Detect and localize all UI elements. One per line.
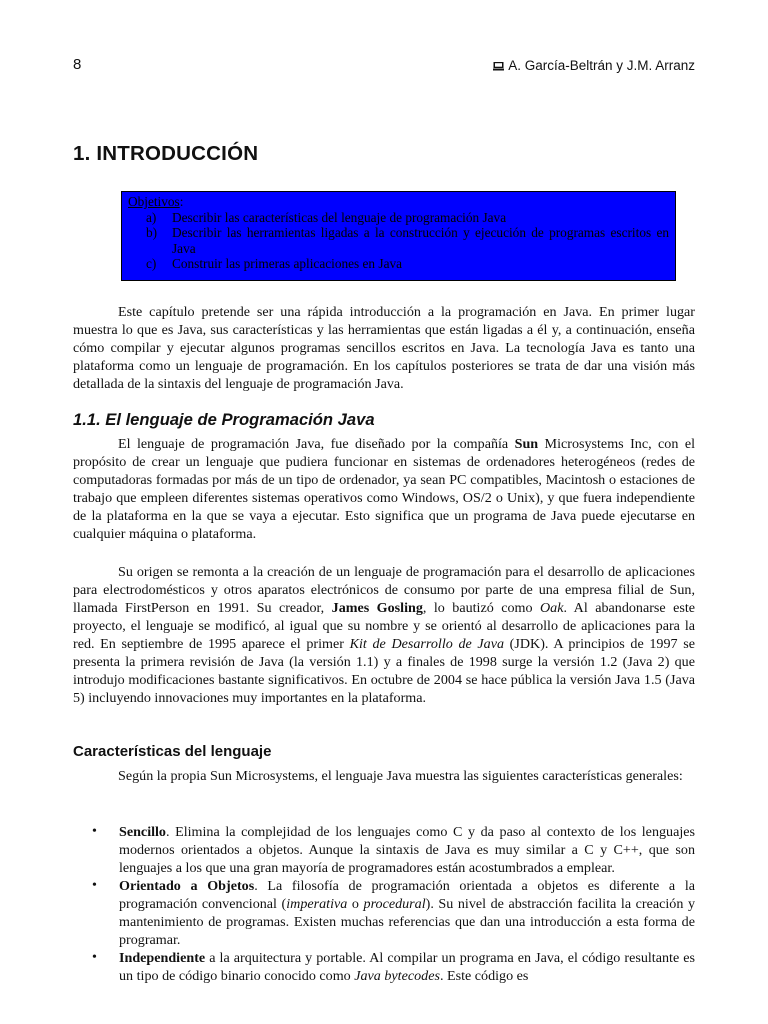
objective-item: c) Construir las primeras aplicaciones en Java <box>146 256 403 271</box>
bullet-icon: • <box>92 878 97 893</box>
subsection-title: Características del lenguaje <box>73 743 272 760</box>
objectives-heading: Objetivos: <box>128 194 184 209</box>
features-intro: Según la propia Sun Microsystems, el lenguaje Java muestra las siguientes características generales: <box>118 768 683 784</box>
bullet-icon: • <box>92 950 97 965</box>
page-number: 8 <box>73 56 82 73</box>
running-head <box>493 58 695 73</box>
intro-paragraph: Este capítulo pretende ser una rápida introducción a la programación en Java. En primer lugar muestra lo que es Java, sus características y las herramientas que están ligadas a él y, a continuación, enseña cómo compilar y ejecutar algunos programas sencillos escritos en Java. La tecnología Java es tanto una plataforma como un lenguaje de programación. En los capítulos posteriores se trata de dar una visión más detallada de la sintaxis del lenguaje de programación Java. <box>73 304 695 392</box>
features-list <box>92 823 695 985</box>
page-header <box>73 56 695 76</box>
book-icon <box>493 61 504 71</box>
objective-item: b) Describir las herramientas ligadas a la construcción y ejecución de programas escritos en Java <box>146 225 669 256</box>
list-item: • Independiente a la arquitectura y portable. Al compilar un programa en Java, el código resultante es un tipo de código binario conocido como Java bytecodes. Este código es <box>92 950 695 984</box>
bullet-icon: • <box>92 824 97 839</box>
objectives-title: Objetivos <box>128 194 180 209</box>
authors-text: A. García-Beltrán y J.M. Arranz <box>508 58 695 73</box>
list-item: • Orientado a Objetos. La filosofía de programación orientada a objetos es diferente a la programación convencional (imperativa o procedural). Su nivel de abstracción facilita la creación y mantenimiento de programas. Existen muchas referencias que dan una introducción a esta forma de programar. <box>92 878 696 948</box>
objective-item: a) Describir las características del lenguaje de programación Java <box>146 209 507 225</box>
chapter-title: 1. INTRODUCCIÓN <box>73 142 259 165</box>
section-paragraph-1: El lenguaje de programación Java, fue diseñado por la compañía Sun Microsystems Inc, con el propósito de crear un lenguaje que pudiera funcionar en sistemas de ordenadores heterogéneos (redes de computadoras formadas por más de un tipo de ordenador, ya sean PC compatibles, Macintosh o estaciones de trabajo que empleen diferentes sistemas operativos como Windows, OS/2 o Unix), y que fuera independiente de la plataforma en la que se vaya a ejecutar. Esto significa que un programa de Java puede ejecutarse en cualquier máquina o plataforma. <box>73 436 695 542</box>
objectives-box <box>121 191 676 281</box>
section-title: 1.1. El lenguaje de Programación Java <box>73 410 375 429</box>
section-paragraph-2: Su origen se remonta a la creación de un lenguaje de programación para el desarrollo de aplicaciones para electrodomésticos y otros aparatos electrónicos de consumo por parte de una empresa filial de Sun, llamada FirstPerson en 1991. Su creador, James Gosling, lo bautizó como Oak. Al abandonarse este proyecto, el lenguaje se modificó, al igual que su nombre y se orientó al desarrollo de aplicaciones para la red. En septiembre de 1995 aparece el primer Kit de Desarrollo de Java (JDK). A principios de 1997 se presenta la primera revisión de Java (la versión 1.1) y a finales de 1998 surge la versión 1.2 (Java 2) que introdujo modificaciones bastante significativos. En octubre de 2004 se hace pública la versión Java 1.5 (Java 5) incluyendo innovaciones muy importantes en la plataforma. <box>73 564 696 706</box>
list-item: • Sencillo. Elimina la complejidad de los lenguajes como C y da paso al contexto de los lenguajes modernos orientados a objetos. Aunque la sintaxis de Java es muy similar a C y C++, que son lenguajes a los que una gran mayoría de programadores están acostumbrados a emplear. <box>92 824 695 876</box>
